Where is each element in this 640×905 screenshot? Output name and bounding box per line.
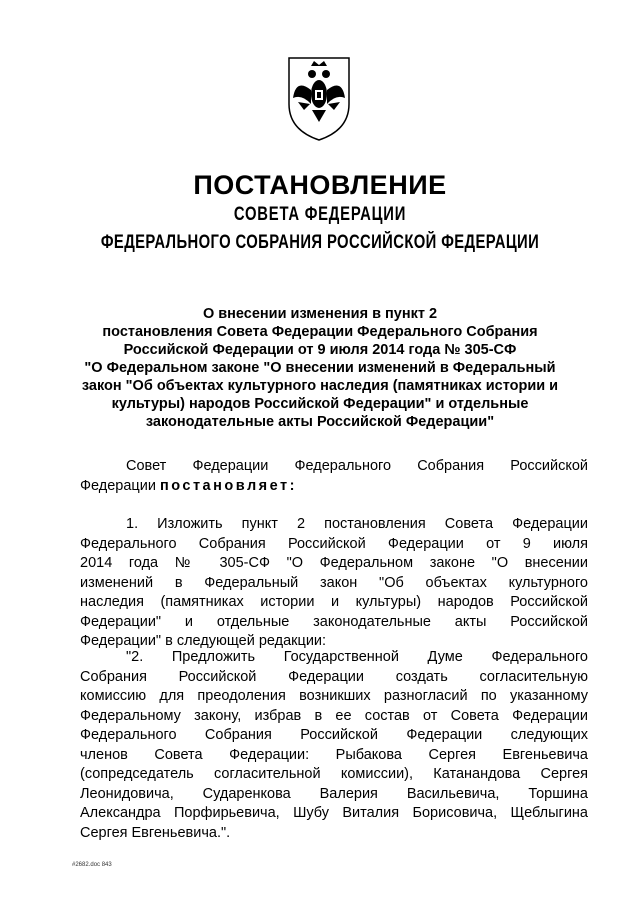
russian-coat-of-arms-icon (284, 52, 354, 142)
subject-line: постановления Совета Федерации Федерального Собрания (102, 324, 538, 340)
item-2-line: (сопредседатель согласительной комиссии), Катанандова Сергея (80, 766, 588, 782)
preamble-line (80, 477, 588, 497)
item-1-line: Федерального Собрания Российской Федерации от 9 июля (80, 535, 588, 552)
item-1-line: Федерации" и отдельные законодательные акты Российской (80, 613, 588, 630)
document-code: #2682.doc 843 (72, 862, 112, 868)
item-2 (80, 648, 588, 843)
document-title: ПОСТАНОВЛЕНИЕ (193, 170, 447, 200)
subject-line: закон "Об объектах культурного наследия (памятниках истории и (81, 378, 559, 394)
subject-line: О внесении изменения в пункт 2 (202, 306, 438, 322)
item-2-line: Леонидовича, Сударенкова Валерия Васильевича, Торшина (80, 785, 588, 802)
item-2-line: членов Совета Федерации: Рыбакова Сергея Евгеньевича (80, 746, 588, 763)
subject-line: культуры) народов Российской Федерации" и отдельные (111, 396, 529, 412)
item-1-line: изменений в Федеральный закон "Об объектах культурного (80, 574, 588, 591)
item-2-line: Федерального Собрания Российской Федерации следующих (80, 727, 588, 743)
preamble-line: Совет Федерации Федерального Собрания Российской (126, 458, 588, 474)
preamble-text: Федерации (80, 477, 160, 494)
item-2-line: "2. Предложить Государственной Думе Федерального (126, 649, 588, 665)
item-1-line: Федерации" в следующей редакции: (80, 633, 327, 649)
issuer-line-1: СОВЕТА ФЕДЕРАЦИИ (233, 204, 407, 225)
preamble (80, 457, 588, 496)
resolves-keyword: постановляет: (159, 477, 297, 494)
item-2-line: Александра Порфирьевича, Шубу Виталия Борисовича, Щеблыгина (80, 805, 588, 821)
item-1-line: 2014 года № 305-СФ "О Федеральном законе "О внесении (80, 555, 588, 571)
item-2-line: Собрания Российской Федерации создать согласительную (80, 668, 588, 685)
issuer-line-2: ФЕДЕРАЛЬНОГО СОБРАНИЯ РОССИЙСКОЙ ФЕДЕРАЦИИ (100, 232, 540, 253)
item-2-line: Сергея Евгеньевича.". (80, 824, 231, 841)
subject-line: Российской Федерации от 9 июля 2014 года № 305-СФ (123, 342, 517, 358)
item-1-line: наследия (памятниках истории и культуры) народов Российской (80, 594, 588, 610)
document-subject (70, 305, 570, 431)
item-1 (80, 515, 588, 652)
subject-line: законодательные акты Российской Федерации" (145, 414, 495, 430)
subject-line: "О Федеральном законе "О внесении изменений в Федеральный (84, 360, 556, 376)
item-1-line: 1. Изложить пункт 2 постановления Совета Федерации (126, 516, 588, 532)
item-2-line: Федеральному закону, избрав в ее состав от Совета Федерации (80, 707, 588, 724)
item-2-line: комиссию для преодоления возникших разногласий по указанному (80, 688, 588, 704)
